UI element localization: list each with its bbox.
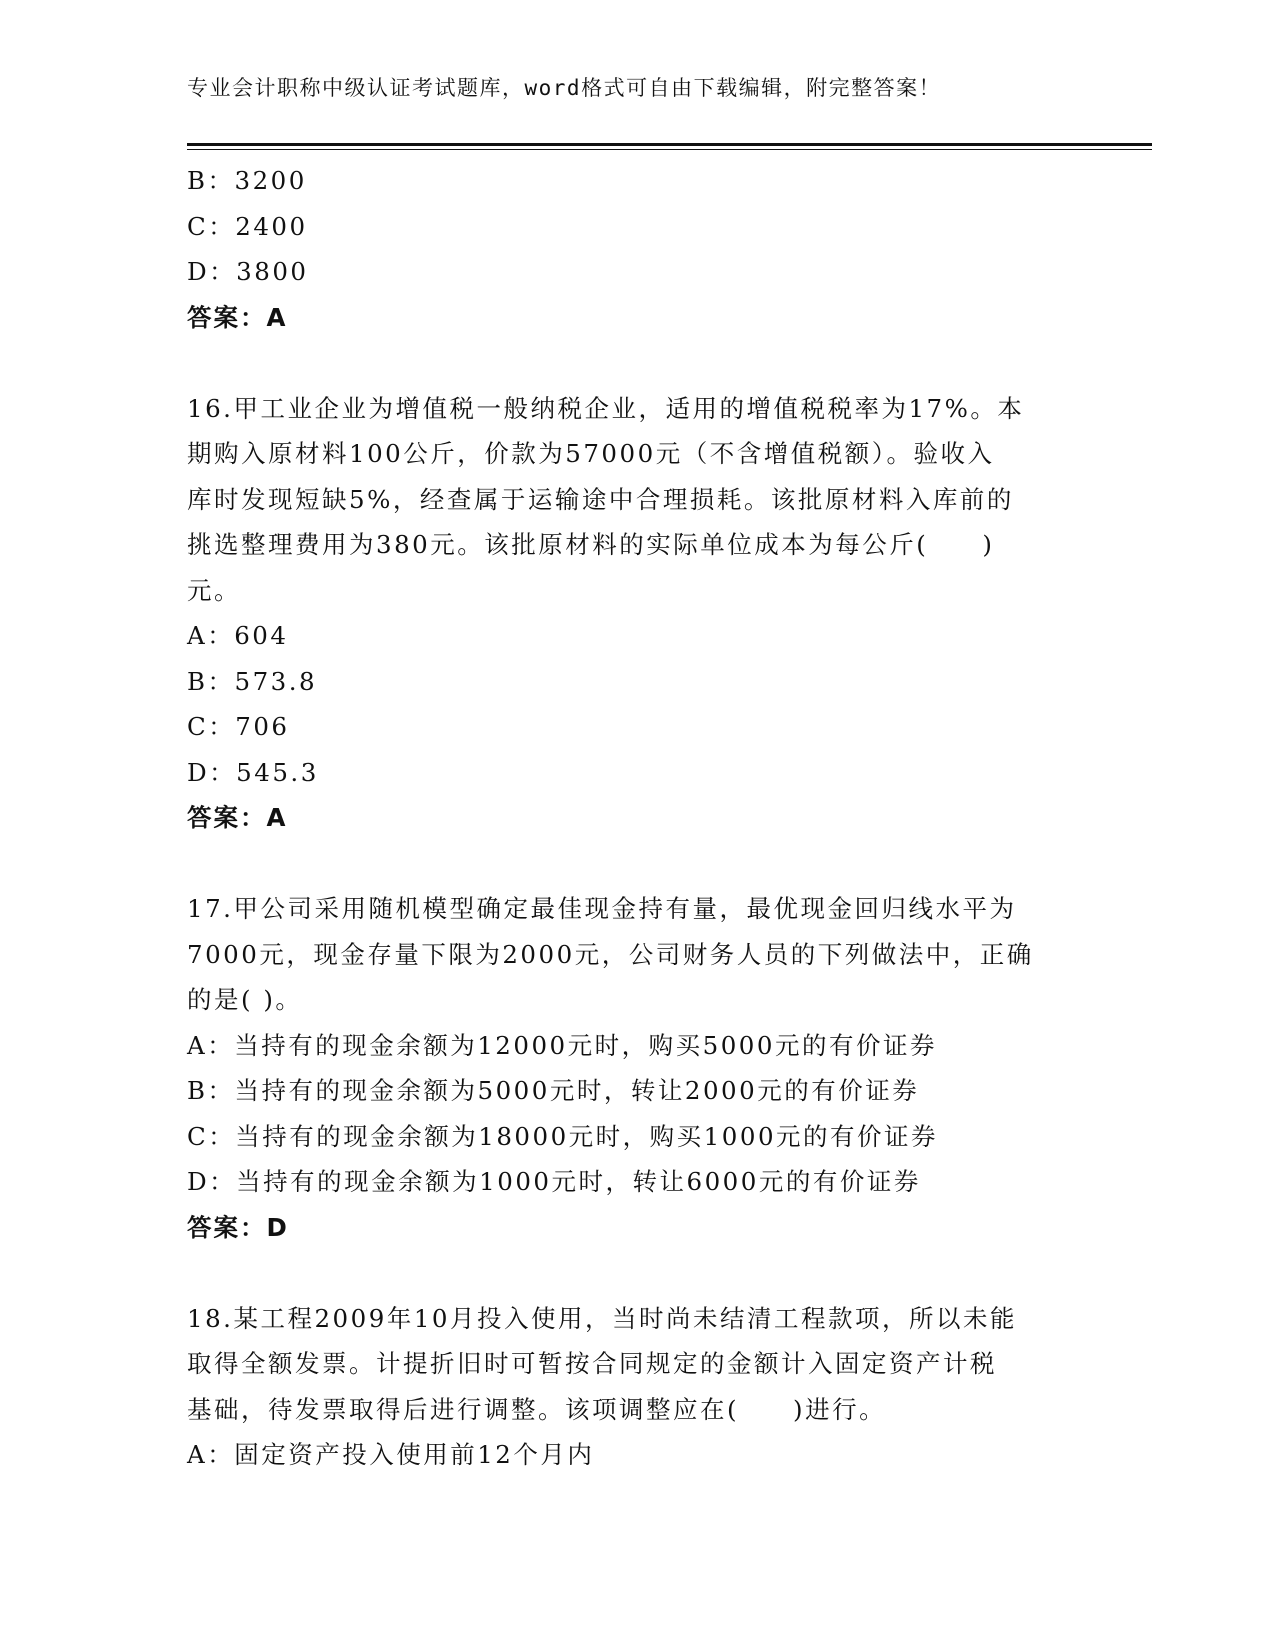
document-body — [187, 158, 1077, 1478]
option-d: D：3800 — [187, 257, 309, 286]
option-b: B：573.8 — [187, 666, 318, 696]
answer-line: 答案：A — [187, 302, 288, 332]
question-text-line: 17.甲公司采用随机模型确定最佳现金持有量，最优现金回归线水平为 — [187, 894, 1017, 923]
question-text-line: 挑选整理费用为380元。该批原材料的实际单位成本为每公斤( ) — [187, 530, 995, 559]
option-d: D：当持有的现金余额为1000元时，转让6000元的有价证券 — [187, 1167, 921, 1196]
question-text-line: 期购入原材料100公斤，价款为57000元（不含增值税额）。验收入 — [187, 439, 995, 468]
option-b: B：当持有的现金余额为5000元时，转让2000元的有价证券 — [187, 1076, 920, 1105]
option-c: C：2400 — [187, 211, 308, 241]
answer-line: 答案：D — [187, 1212, 289, 1242]
question-18 — [187, 1296, 1077, 1478]
option-c: C：当持有的现金余额为18000元时，购买1000元的有价证券 — [187, 1121, 939, 1151]
question-text-line: 取得全额发票。计提折旧时可暂按合同规定的金额计入固定资产计税 — [187, 1349, 997, 1378]
option-a: A：604 — [187, 621, 289, 650]
question-17 — [187, 886, 1077, 1250]
option-a: A：当持有的现金余额为12000元时，购买5000元的有价证券 — [187, 1030, 937, 1060]
option-b: B：3200 — [187, 166, 307, 195]
question-text-line: 7000元，现金存量下限为2000元，公司财务人员的下列做法中，正确 — [187, 939, 1034, 969]
question-fragment — [187, 158, 1077, 340]
question-text-line: 的是( )。 — [187, 985, 303, 1014]
question-16 — [187, 386, 1077, 841]
page-header: 专业会计职称中级认证考试题库，word格式可自由下载编辑，附完整答案！ — [187, 76, 942, 100]
question-text-line: 库时发现短缺5%，经查属于运输途中合理损耗。该批原材料入库前的 — [187, 484, 1014, 514]
option-d: D：545.3 — [187, 757, 319, 787]
question-text-line: 16.甲工业企业为增值税一般纳税企业，适用的增值税税率为17%。本 — [187, 393, 1025, 423]
question-text-line: 基础，待发票取得后进行调整。该项调整应在( )进行。 — [187, 1394, 887, 1424]
option-a: A：固定资产投入使用前12个月内 — [187, 1440, 595, 1469]
question-text-line: 18.某工程2009年10月投入使用，当时尚未结清工程款项，所以未能 — [187, 1303, 1017, 1333]
answer-line: 答案：A — [187, 803, 288, 832]
header-rule — [187, 143, 1152, 146]
question-text-line: 元。 — [187, 575, 241, 605]
option-c: C：706 — [187, 712, 290, 741]
